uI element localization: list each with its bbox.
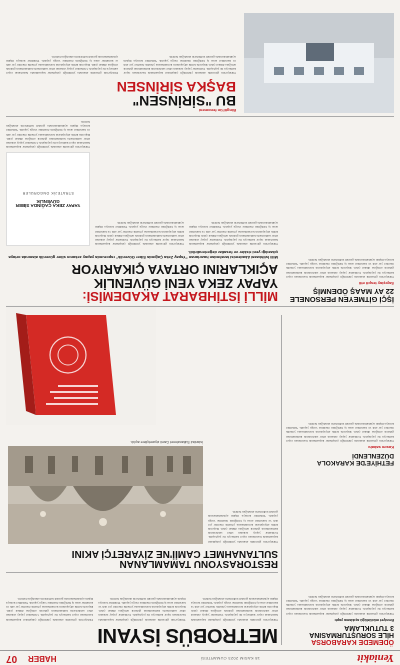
restore-body: Türkiye'nin güvenlik alanında yürüttüğü çalışmalar kapsamında hazırlanan rapor kamuoyu ile paylaşıldı. Uzmanlar yapay zekanın siber saldırılarda kullanımının giderek arttığına dikkat çekti. Raporda kritik altyapıların korunmasına yönelik öneriler yer aldı ve kurumlar arası iş birliğinin önemine vurgu yapıldı. Yetkililer konuya ilişkin açıklamalarında gerekli tedbirlerin alındığını belirtti. [208,510,278,544]
isci-body: Türkiye'nin güvenlik alanında yürüttüğü çalışmalar kapsamında hazırlanan rapor kamuoyu ile paylaşıldı. Uzmanlar yapay zekanın siber saldırılarda kullanımının giderek arttığına dikkat çekti. Raporda kritik altyapıların korunmasına yönelik öneriler yer aldı ve kurumlar arası iş birliğinin önemine vurgu yapıldı. Yetkililer konuya ilişkin açıklamalarında gerekli tedbirlerin alındığını belirtti. [286,257,394,279]
fethiye-headline-2: DÜZENLENDİ [352,452,394,460]
milli-body-col2: Türkiye'nin güvenlik alanında yürüttüğü çalışmalar kapsamında hazırlanan rapor kamuoyu ile paylaşıldı. Uzmanlar yapay zekanın siber saldırılarda kullanımının giderek arttığına dikkat çekti. Raporda kritik altyapıların korunmasına yönelik öneriler yer aldı ve kurumlar arası iş birliğinin önemine vurgu yapıldı. Yetkililer konuya ilişkin açıklamalarında gerekli tedbirlerin alındığını belirtti. [95,221,184,247]
milli-body-col3: Türkiye'nin güvenlik alanında yürüttüğü çalışmalar kapsamında hazırlanan rapor kamuoyu ile paylaşıldı. Uzmanlar yapay zekanın siber saldırılarda kullanımının giderek arttığına dikkat çekti. Raporda kritik altyapıların korunmasına yönelik öneriler yer aldı ve kurumlar arası iş birliğinin önemine vurgu yapıldı. Yetkililer konuya ilişkin açıklamalarında gerekli tedbirlerin alındığını belirtti. [6,120,90,150]
story-fethiye [286,313,394,465]
milli-headline-1: MİLLİ İSTİHBARAT AKADEMİSİ: [82,289,278,304]
book-graphic [6,305,156,425]
sirinsen-headline-2: BAŞKA SİRİNSEN [116,78,236,95]
odeme-body: Türkiye'nin güvenlik alanında yürüttüğü çalışmalar kapsamında hazırlanan rapor kamuoyu ile paylaşıldı. Uzmanlar yapay zekanın siber saldırılarda kullanımının giderek arttığına dikkat çekti. Raporda kritik altyapıların korunmasına yönelik öneriler yer aldı ve kurumlar arası iş birliğinin önemine vurgu yapıldı. Yetkililer konuya ilişkin açıklamalarında gerekli tedbirlerin alındığını belirtti. [286,594,394,616]
book-subtitle: STRATEJİK ÖNGÖRÜLER [22,191,74,196]
issue-date: 18 KASIM 2023 CUMARTESİ [200,656,260,661]
sirinsen-photo [244,13,394,113]
isci-headline-1: İŞÇİ GİTMEYEN PERSONELE [289,295,394,304]
story-odeme [286,498,394,645]
isci-headline-2: 22 AY MAAŞ ÖDENMİŞ [313,287,394,297]
isci-subhead: Sayıştay tespit etti [358,280,394,286]
sirinsen-kicker: Bingöl'ün fenomeni [198,108,236,113]
fethiye-subhead: Kasım sabahı [368,444,394,450]
sirinsen-body-col2: Türkiye'nin güvenlik alanında yürüttüğü çalışmalar kapsamında hazırlanan rapor kamuoyu ile paylaşıldı. Uzmanlar yapay zekanın siber saldırılarda kullanımının giderek arttığına dikkat çekti. Raporda kritik altyapıların korunmasına yönelik öneriler yer aldı ve kurumlar arası iş birliğinin önemine vurgu yapıldı. Yetkililer konuya ilişkin açıklamalarında gerekli tedbirlerin alındığını belirtti. [6,54,119,76]
metrobus-body-col3: Türkiye'nin güvenlik alanında yürüttüğü çalışmalar kapsamında hazırlanan rapor kamuoyu ile paylaşıldı. Uzmanlar yapay zekanın siber saldırılarda kullanımının giderek arttığına dikkat çekti. Raporda kritik altyapıların korunmasına yönelik öneriler yer aldı ve kurumlar arası iş birliğinin önemine vurgu yapıldı. Yetkililer konuya ilişkin açıklamalarında gerekli tedbirlerin alındığını belirtti. [6,596,94,622]
odeme-subhead: Emniyet müdürlüğü açıklama yaptı [334,617,394,622]
divider [6,306,394,307]
divider [281,315,282,645]
book-cover [6,152,90,246]
story-milli [6,113,278,303]
sirinsen-body-col1: Türkiye'nin güvenlik alanında yürüttüğü çalışmalar kapsamında hazırlanan rapor kamuoyu ile paylaşıldı. Uzmanlar yapay zekanın siber saldırılarda kullanımının giderek arttığına dikkat çekti. Raporda kritik altyapıların korunmasına yönelik öneriler yer aldı ve kurumlar arası iş birliğinin önemine vurgu yapıldı. Yetkililer konuya ilişkin açıklamalarında gerekli tedbirlerin alındığını belirtti. [123,54,236,76]
restore-headline-1: RESTORASYONU TAMAMLANAN [119,558,278,569]
divider [6,116,394,117]
restore-headline-2: SULTANAHMET CAMİİ'NE ZİYARETÇİ AKINI [71,547,278,559]
page-number: 07 [6,653,18,664]
masthead [0,650,400,665]
restore-caption: İstanbul Sultanahmet Camii ziyaretçilere açıldı. [130,439,203,444]
story-isci [286,159,394,303]
milli-headline-3: AÇIKLARINI ORTAYA ÇIKARIYOR [71,262,278,278]
milli-headline-2: YAPAY ZEKA YENİ GÜVENLİK [93,275,278,291]
fethiye-body: Türkiye'nin güvenlik alanında yürüttüğü çalışmalar kapsamında hazırlanan rapor kamuoyu ile paylaşıldı. Uzmanlar yapay zekanın siber saldırılarda kullanımının giderek arttığına dikkat çekti. Raporda kritik altyapıların korunmasına yönelik öneriler yer aldı ve kurumlar arası iş birliğinin önemine vurgu yapıldı. Yetkililer konuya ilişkin açıklamalarında gerekli tedbirlerin alındığını belirtti. [286,421,394,443]
story-metrobus [6,580,278,645]
section-label: HABER [28,654,57,663]
story-restore [6,436,278,568]
metrobus-body-col1: Türkiye'nin güvenlik alanında yürüttüğü çalışmalar kapsamında hazırlanan rapor kamuoyu ile paylaşıldı. Uzmanlar yapay zekanın siber saldırılarda kullanımının giderek arttığına dikkat çekti. Raporda kritik altyapıların korunmasına yönelik öneriler yer aldı ve kurumlar arası iş birliğinin önemine vurgu yapıldı. Yetkililer konuya ilişkin açıklamalarında gerekli tedbirlerin alındığını belirtti. [190,596,278,622]
divider [6,572,278,573]
fethiye-headline-1: FETHİYE'DE KARAKOLA [316,459,394,466]
metrobus-body-col2: Türkiye'nin güvenlik alanında yürüttüğü çalışmalar kapsamında hazırlanan rapor kamuoyu ile paylaşıldı. Uzmanlar yapay zekanın siber saldırılarda kullanımının giderek arttığına dikkat çekti. Raporda kritik altyapıların korunmasına yönelik öneriler yer aldı ve kurumlar arası iş birliğinin önemine vurgu yapıldı. Yetkililer konuya ilişkin açıklamalarında gerekli tedbirlerin alındığını belirtti. [98,596,186,622]
odeme-headline-3: 3 TUTUKLAMA [344,623,394,631]
odeme-headline-2: HİLE SORUŞTURMASINA [309,630,394,638]
book-title: YAPAY ZEKA ÇAĞINDA SİBER GÜVENLİK [15,198,81,209]
story-bu-sirinsen [6,5,394,113]
milli-deck: Milli İstihbarat Akademisi tarafından hazırlanan "Yapay Zeka Çağında Siber Güvenlik" raporunda yapay zekanın siber güvenlik alanında ortaya çıkardığı yeni riskler ve fırsatlar değerlendirildi. [8,250,278,261]
mosque-photo [6,446,203,544]
brand-logo: Yeniakit [357,652,394,664]
milli-body-col1: Türkiye'nin güvenlik alanında yürüttüğü çalışmalar kapsamında hazırlanan rapor kamuoyu ile paylaşıldı. Uzmanlar yapay zekanın siber saldırılarda kullanımının giderek arttığına dikkat çekti. Raporda kritik altyapıların korunmasına yönelik öneriler yer aldı ve kurumlar arası iş birliğinin önemine vurgu yapıldı. Yetkililer konuya ilişkin açıklamalarında gerekli tedbirlerin alındığını belirtti. [189,221,278,247]
metrobus-headline: METROBÜS İSYANI [97,624,278,646]
sirinsen-headline-1: BU "SİRİNSEN" [132,93,236,109]
odeme-headline-1: ÖDEMEDE KARABORSA [311,638,394,645]
